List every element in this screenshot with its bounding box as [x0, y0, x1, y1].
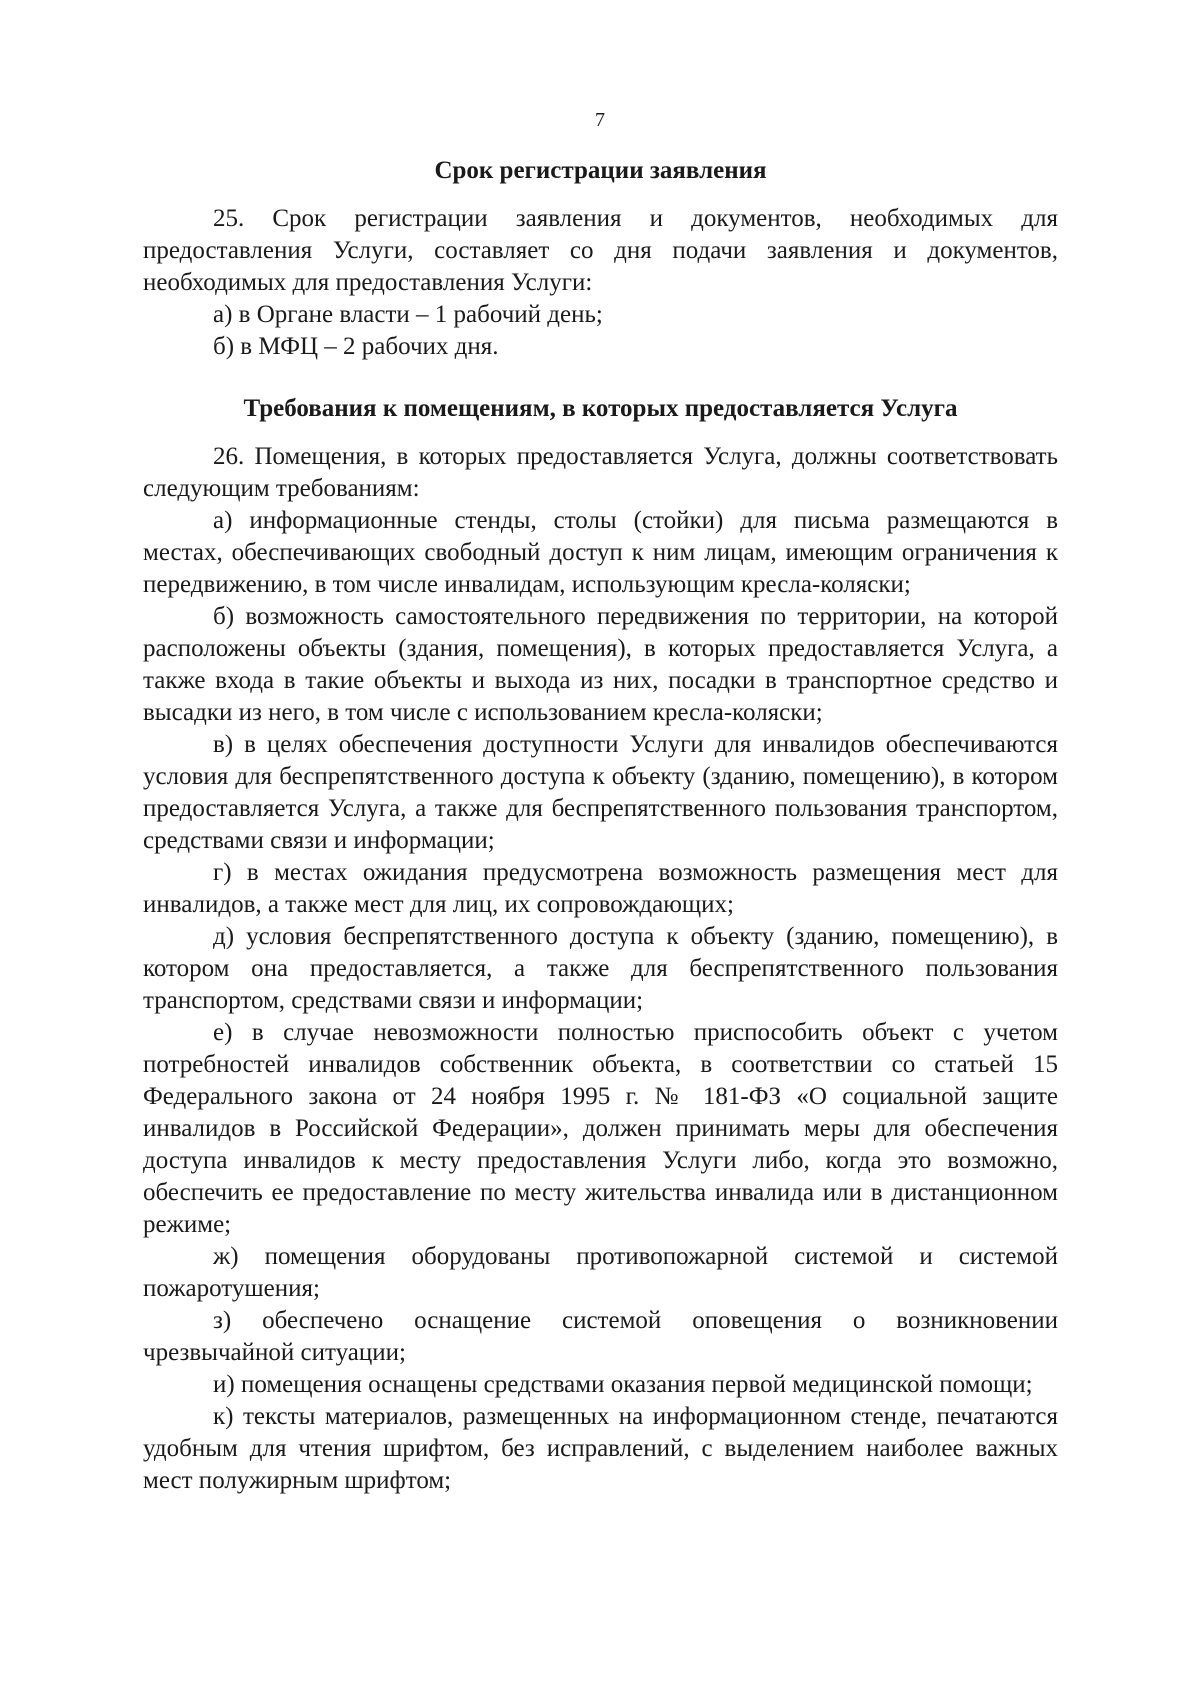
list-item: д) условия беспрепятственного доступа к объекту (зданию, помещению), в котором она предоставляется, а также для беспрепятственного пользования транспортом, средствами связи и информации; — [143, 923, 1058, 1014]
page-content — [143, 155, 1058, 1497]
list-item: з) обеспечено оснащение системой оповещения о возникновении чрезвычайной ситуации; — [143, 1307, 1058, 1366]
list-item: к) тексты материалов, размещенных на информационном стенде, печатаются удобным для чтения шрифтом, без исправлений, с выделением наиболее важных мест полужирным шрифтом; — [143, 1403, 1058, 1494]
page-number: 7 — [595, 109, 605, 131]
section-heading-registration: Срок регистрации заявления — [434, 157, 767, 184]
section-heading-premises: Требования к помещениям, в которых предоставляется Услуга — [243, 395, 958, 422]
list-item: а) информационные стенды, столы (стойки) для письма размещаются в местах, обеспечивающих свободный доступ к ним лицам, имеющим ограничения к передвижению, в том числе инвалидам, использующим кресла-коляски; — [143, 507, 1058, 598]
paragraph-26: 26. Помещения, в которых предоставляется Услуга, должны соответствовать следующим требованиям: — [143, 443, 1058, 502]
list-item: и) помещения оснащены средствами оказания первой медицинской помощи; — [213, 1371, 1033, 1398]
list-item: в) в целях обеспечения доступности Услуги для инвалидов обеспечиваются условия для беспрепятственного доступа к объекту (зданию, помещению), в котором предоставляется Услуга, а также для беспрепятственного пользования транспортом, средствами связи и информации; — [143, 731, 1058, 854]
list-item: г) в местах ожидания предусмотрена возможность размещения мест для инвалидов, а также мест для лиц, их сопровождающих; — [143, 859, 1058, 918]
list-item: б) возможность самостоятельного передвижения по территории, на которой расположены объекты (здания, помещения), в которых предоставляется Услуга, а также входа в такие объекты и выхода из них, посадки в транспортное средство и высадки из него, в том числе с использованием кресла-коляски; — [143, 603, 1058, 726]
list-item: а) в Органе власти – 1 рабочий день; — [213, 301, 603, 328]
list-item: е) в случае невозможности полностью приспособить объект с учетом потребностей инвалидов собственник объекта, в соответствии со статьей 15 Федерального закона от 24 ноября 1995 г. № 181-ФЗ «О социальной защите инвалидов в Российской Федерации», должен принимать меры для обеспечения доступа инвалидов к месту предоставления Услуги либо, когда это возможно, обеспечить ее предоставление по месту жительства инвалида или в дистанционном режиме; — [143, 1019, 1058, 1238]
list-item: ж) помещения оборудованы противопожарной системой и системой пожаротушения; — [143, 1243, 1058, 1302]
paragraph-25: 25. Срок регистрации заявления и документов, необходимых для предоставления Услуги, составляет со дня подачи заявления и документов, необходимых для предоставления Услуги: — [143, 205, 1058, 296]
list-item: б) в МФЦ – 2 рабочих дня. — [213, 333, 499, 360]
